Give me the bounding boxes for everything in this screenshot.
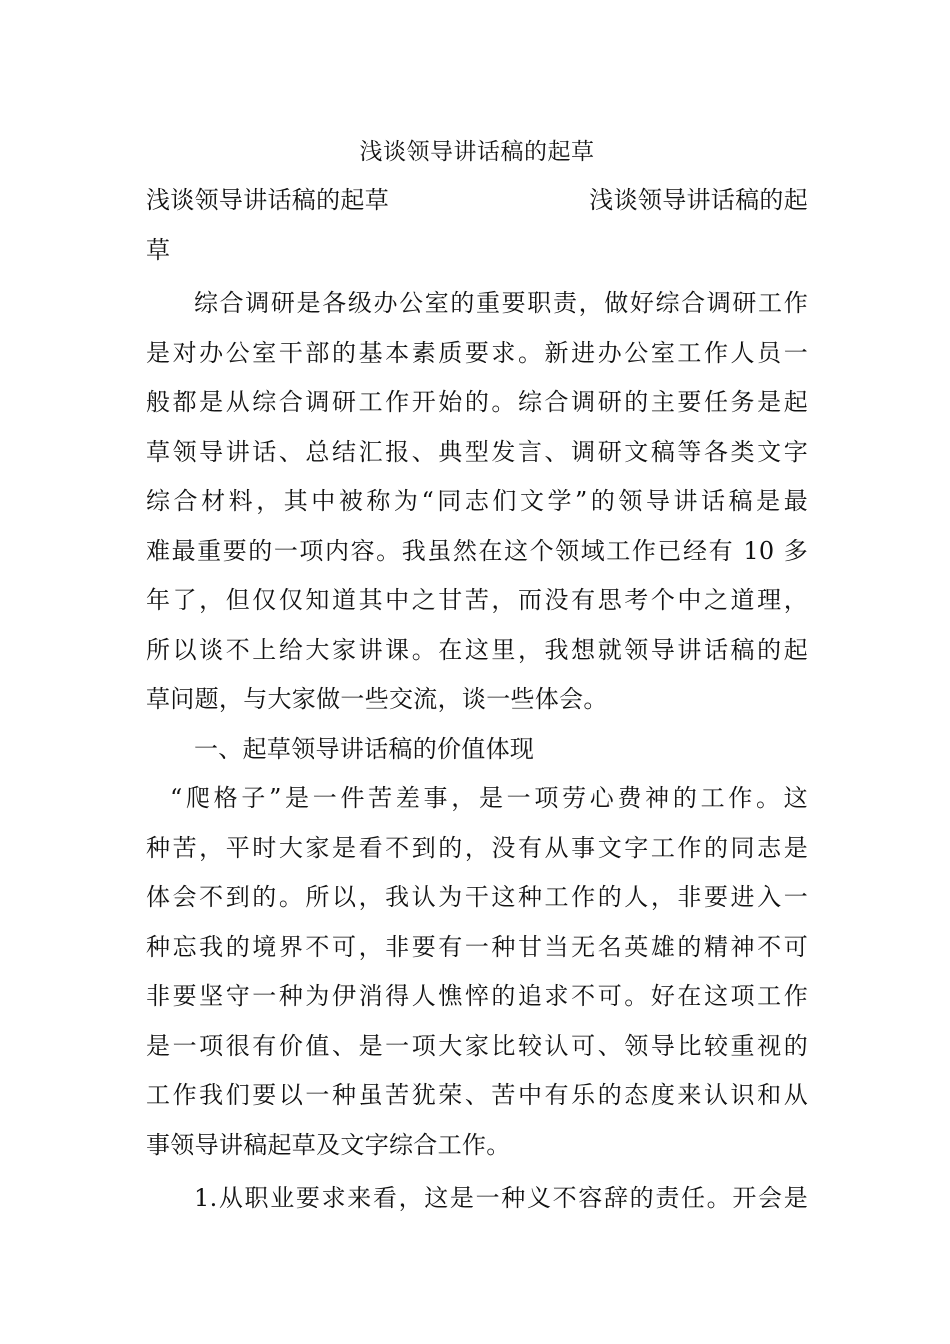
paragraph-line: 综合调研是各级办公室的重要职责，做好综合调研工作	[194, 289, 808, 317]
paragraph-line: 草问题，与大家做一些交流，谈一些体会。	[146, 685, 608, 713]
subtitle-wrap: 草	[146, 235, 171, 264]
paragraph-line: 种忘我的境界不可，非要有一种甘当无名英雄的精神不可	[146, 932, 808, 961]
paragraph-line: 般都是从综合调研工作开始的。综合调研的主要任务是起	[146, 388, 808, 416]
document-page	[146, 128, 808, 1224]
subtitle-row	[146, 176, 808, 226]
paragraph-line: 是对办公室干部的基本素质要求。新进办公室工作人员一	[146, 338, 808, 367]
paragraph-line: 工作我们要以一种虽苦犹荣、苦中有乐的态度来认识和从	[146, 1081, 808, 1109]
paragraph-line: 所以谈不上给大家讲课。在这里，我想就领导讲话稿的起	[146, 635, 808, 664]
paragraph-line: 是一项很有价值、是一项大家比较认可、领导比较重视的	[146, 1031, 808, 1060]
paragraph-line: 年了，但仅仅知道其中之甘苦，而没有思考个中之道理，	[146, 586, 808, 614]
subtitle-right: 浅谈领导讲话稿的起	[589, 186, 808, 214]
paragraph-line: 种苦，平时大家是看不到的，没有从事文字工作的同志是	[146, 833, 808, 862]
paragraph-intro	[146, 279, 808, 725]
point-one: 1.从职业要求来看，这是一种义不容辞的责任。开会是	[194, 1184, 808, 1212]
paragraph-line: 事领导讲稿起草及文字综合工作。	[146, 1130, 511, 1159]
document-title: 浅谈领导讲话稿的起草	[359, 139, 595, 165]
section-heading: 一、起草领导讲话稿的价值体现	[194, 734, 535, 763]
paragraph-line: 难最重要的一项内容。我虽然在这个领域工作已经有 10 多	[146, 536, 808, 565]
paragraph-value	[146, 774, 808, 1170]
paragraph-line: 体会不到的。所以，我认为干这种工作的人，非要进入一	[146, 883, 808, 911]
paragraph-line: 草领导讲话、总结汇报、典型发言、调研文稿等各类文字	[146, 437, 808, 466]
paragraph-line: 非要坚守一种为伊消得人憔悴的追求不可。好在这项工作	[146, 982, 808, 1010]
subtitle-left: 浅谈领导讲话稿的起草	[146, 186, 389, 214]
paragraph-line: “爬格子”是一件苦差事，是一项劳心费神的工作。这	[170, 784, 808, 812]
paragraph-line: 综合材料，其中被称为“同志们文学”的领导讲话稿是最	[146, 487, 808, 515]
